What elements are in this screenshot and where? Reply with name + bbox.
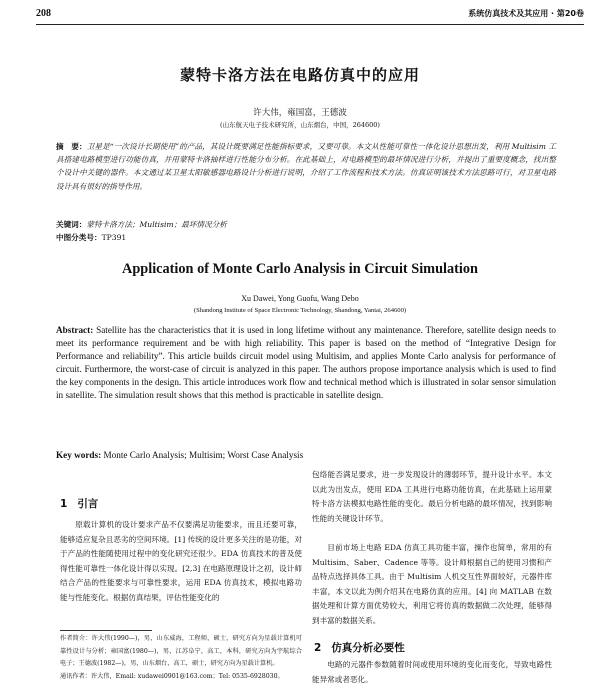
header-rule <box>36 24 584 25</box>
keywords-text-cn: 蒙特卡洛方法；Multisim；最坏情况分析 <box>86 220 227 229</box>
right-paragraph-3: 电路的元器件参数随着时间或使用环境的变化而变化，导致电路性能异常或者恶化。 <box>312 660 552 684</box>
section-title-1: 引言 <box>77 498 99 510</box>
footnote-rule <box>60 630 152 631</box>
section-heading-1 <box>60 496 98 511</box>
keywords-label-en: Key words: <box>56 450 102 460</box>
section-title-2: 仿真分析必要性 <box>331 642 405 654</box>
section-number-1: 1 <box>60 498 68 510</box>
intro-paragraph: 原载计算机的设计要求产品不仅要满足功能要求，而且还要可靠，能够适应复杂且恶劣的空间环境。[1] 传统的设计更多关注的是功能，对于产品的性能随使用过程中的变化研究还很少。EDA 仿真技术的普及使得性能可靠性一体化设计得以实现。[2,3] 在电路原理设计之初，设计师结合产品的性能要求与可靠性要求，运用 EDA 仿真技术，模拟电路功能与性能变化。根据仿真结果，评估性能变化的 <box>60 520 302 602</box>
classification-cn <box>56 232 556 244</box>
abstract-text-en: Satellite has the characteristics that it is used in long lifetime without any maintenance. Therefore, satellite design needs to meet its performance requirement and be with high reliability. This paper is based on the method of “Integrative Design for Performance and reliability”. This article builds circuit model using Multisim, and applies Monte Carlo analysis for performance of circuit. Furthermore, the worst-case of circuit is analyzed in this paper. The authors propose importance analysis which is used to find the key components in the design. This article introduces work flow and technical method which is illustrated in solar sensor simulation in satellite. The simulation result shows that this method is practicable in satellite design. <box>56 325 557 401</box>
authors-cn: 许大伟，雍国富，王德波 <box>253 108 347 118</box>
page-number: 208 <box>36 8 51 19</box>
keywords-label-cn: 关键词： <box>56 220 87 229</box>
abstract-en <box>56 324 556 403</box>
abstract-label-en: Abstract: <box>56 325 94 335</box>
abstract-label-cn: 摘 要： <box>56 142 87 151</box>
class-label-cn: 中图分类号： <box>56 233 102 242</box>
affiliation-en: (Shandong Institute of Space Electronic Technology, Shandong, Yantai, 264600) <box>193 307 407 314</box>
paper-title-cn: 蒙特卡洛方法在电路仿真中的应用 <box>179 66 420 84</box>
right-paragraph-1: 包络能否满足要求，进一步发现设计的薄弱环节，提升设计水平。本文以此为出发点，使用 EDA 工具进行电路功能仿真，在此基础上运用蒙特卡洛方法模拟电路性能的变化。最后分析电路的最坏情况，找到影响性能的关键设计环节。 <box>312 470 552 523</box>
keywords-text-en: Monte Carlo Analysis; Multisim; Worst Case Analysis <box>103 450 304 460</box>
abstract-text-cn: 卫星是“一次设计长期使用”的产品，其设计既要满足性能指标要求，又要可靠。本文从性能可靠性一体化设计思想出发，利用 Multisim 工具搭建电路模型进行功能仿真，并用蒙特卡洛抽样进行性能分布分析。在此基础上，对电路模型的最坏情况进行分析，并提出了重要度概念，找出整个设计中关键的器件。本文通过某卫星太阳敏感器电路设计分析进行说明，介绍了工作流程和技术方法。仿真证明该技术方法思路可行，对卫星电路设计具有很好的指导作用。 <box>56 142 557 191</box>
running-header <box>36 6 584 24</box>
section-heading-2 <box>314 640 405 655</box>
journal-name: 系统仿真技术及其应用 · 第20卷 <box>468 9 584 18</box>
footnote-author-info: 作者简介：许大伟(1990—)，男，山东威海，工程师，硕士，研究方向为星载计算机可靠性设计与分析；雍国富(1980—)，男，江苏阜宁，高工，本科，研究方向为宇航综合电子；王德波(1982—)，男，山东烟台，高工，硕士，研究方向为星载计算机。 <box>60 635 302 668</box>
keywords-cn <box>56 219 556 231</box>
class-text-cn: TP391 <box>101 233 127 242</box>
section-number-2: 2 <box>314 642 322 654</box>
footnote <box>60 633 302 683</box>
abstract-cn <box>56 140 556 193</box>
affiliation-cn: (山东航天电子技术研究所，山东烟台，中国，264600) <box>220 121 380 129</box>
keywords-en <box>56 449 556 462</box>
footnote-contact: 通讯作者：许大伟，Email: xudawei0901@163.com；Tel: 0535-6928030。 <box>60 672 284 680</box>
paper-title-en: Application of Monte Carlo Analysis in Circuit Simulation <box>122 261 478 277</box>
authors-en: Xu Dawei, Yong Guofu, Wang Debo <box>241 294 359 303</box>
right-paragraph-2: 目前市场上电路 EDA 仿真工具功能丰富，操作也简单，常用的有 Multisim、Saber、Cadence 等等。设计师根据自己的使用习惯和产品特点选择具体工具。由于 Multisim 人机交互性界面较好，元器件库丰富，本文以此为例介绍其在电路仿真的应用。[4] 向 MATLAB 在数据处理和计算方面优势较大，利用它将仿真的数据做二次处理，能够得到丰富的数据关系。 <box>312 543 552 625</box>
